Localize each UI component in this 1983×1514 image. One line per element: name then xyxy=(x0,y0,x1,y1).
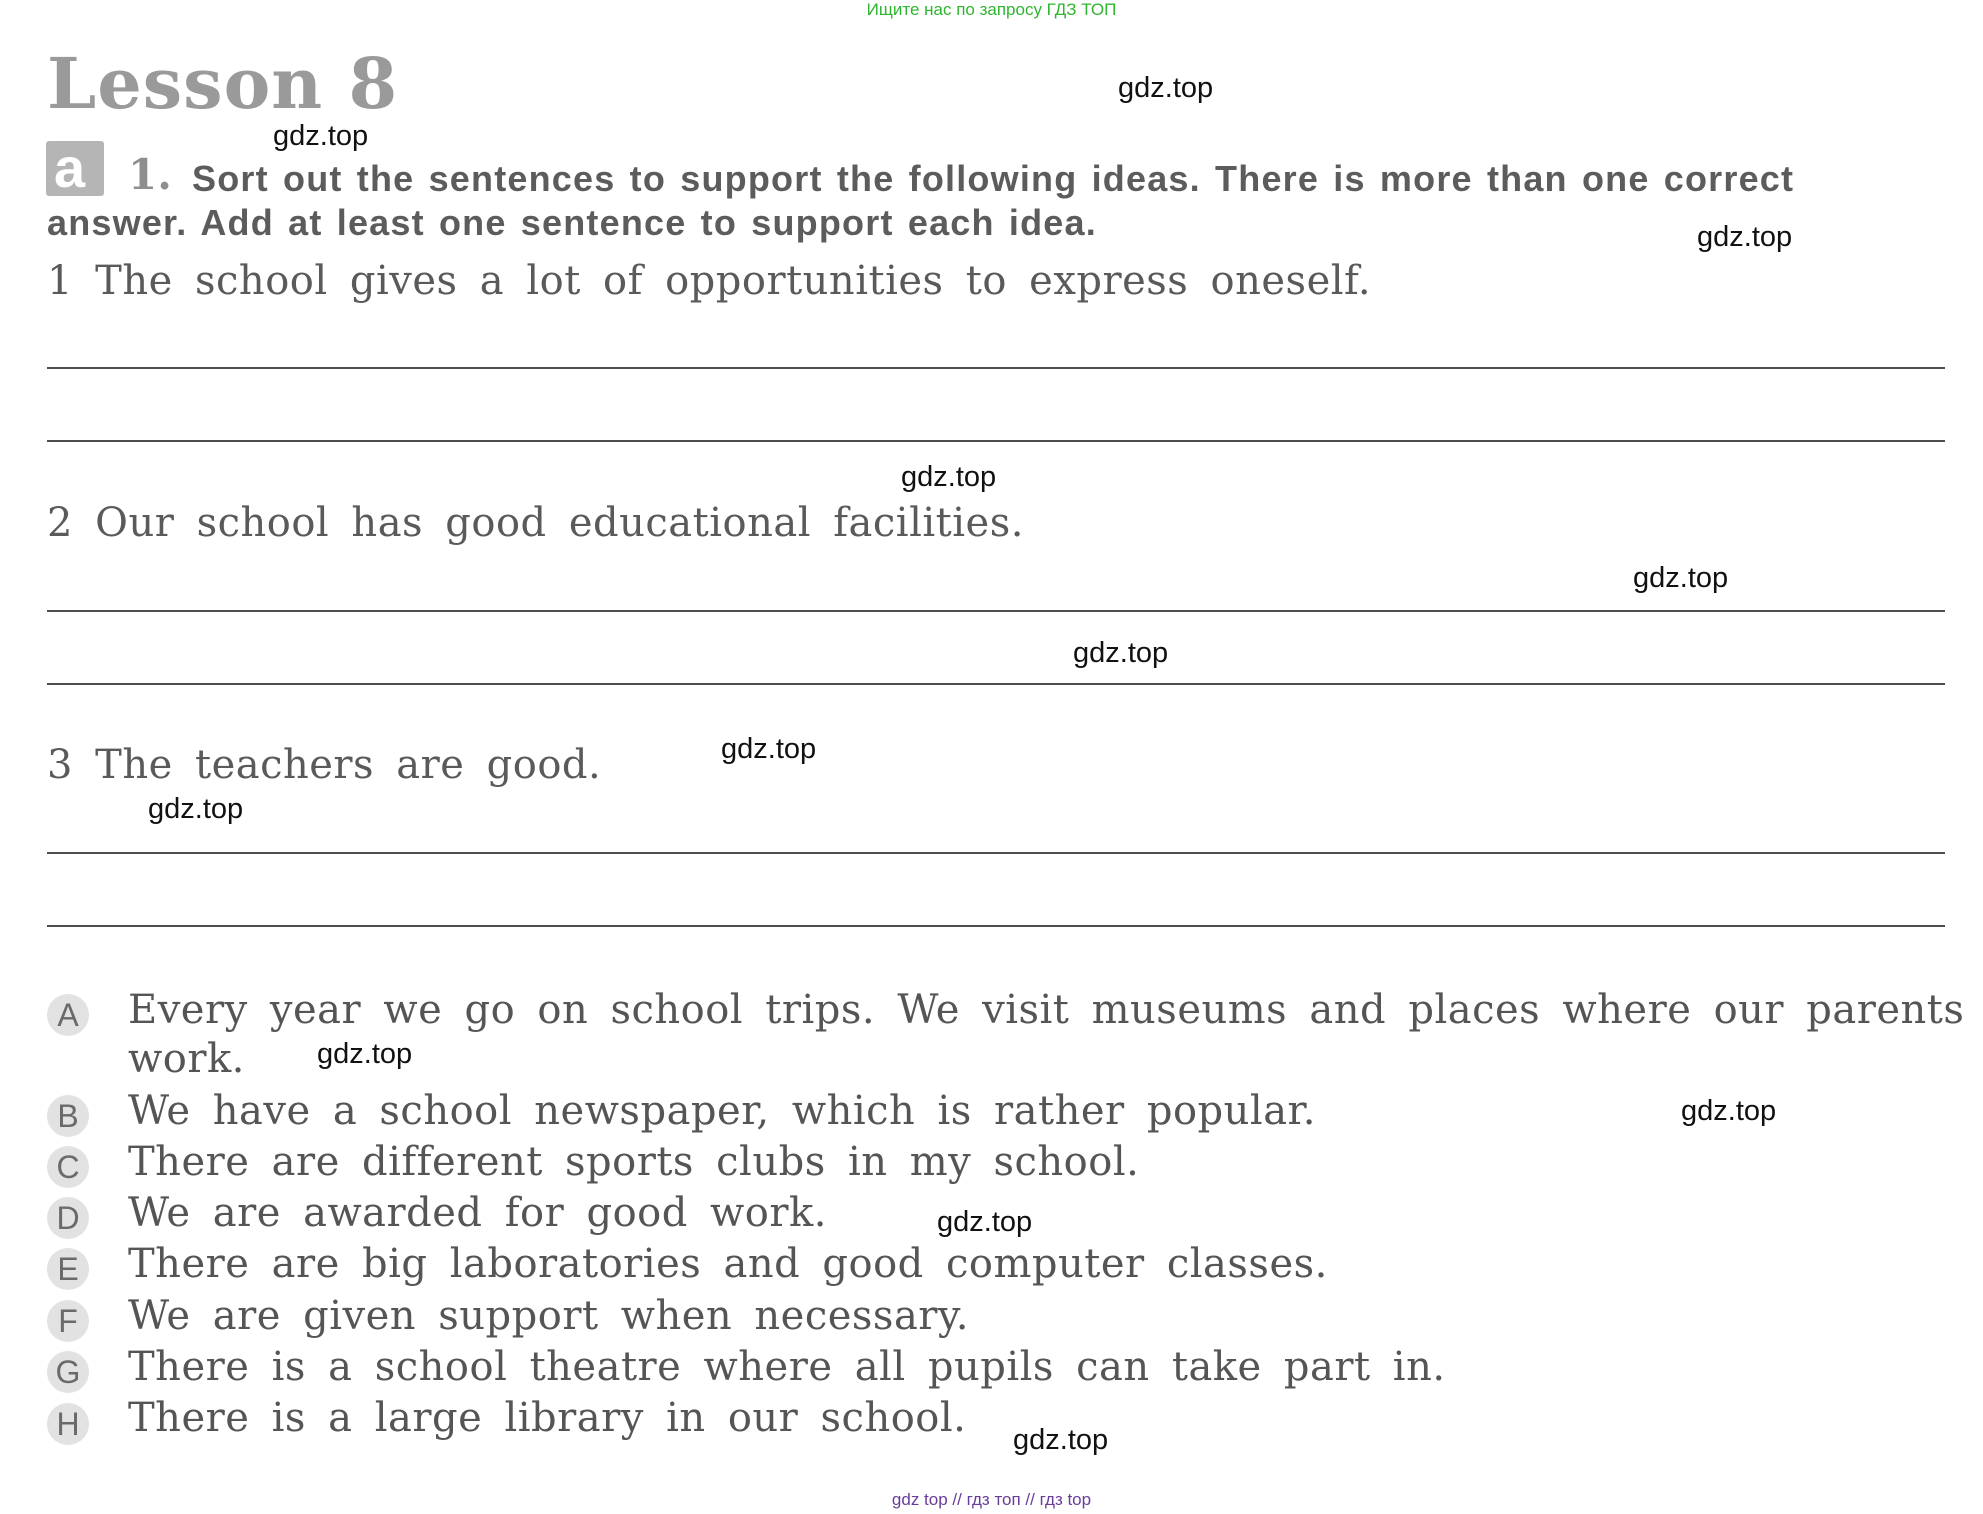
answer-line-2b[interactable] xyxy=(47,683,1945,685)
footer-watermark: gdz top // гдз топ // гдз top xyxy=(891,1490,1092,1509)
option-text-a-continued: work. xyxy=(128,1036,245,1082)
watermark: gdz.top xyxy=(317,1038,413,1070)
exercise-number: 1. xyxy=(128,150,172,199)
answer-line-1b[interactable] xyxy=(47,440,1945,442)
watermark: gdz.top xyxy=(1073,637,1169,669)
exercise-instruction-line1: Sort out the sentences to support the following ideas. There is more than one correct xyxy=(192,158,1795,199)
watermark: gdz.top xyxy=(273,120,369,152)
watermark: gdz.top xyxy=(937,1206,1033,1238)
option-letter-f: F xyxy=(47,1300,89,1342)
option-letter-d: D xyxy=(47,1197,89,1239)
section-badge-icon xyxy=(46,136,104,199)
answer-line-2a[interactable] xyxy=(47,610,1945,612)
watermark: gdz.top xyxy=(148,793,244,825)
option-letter-e: E xyxy=(47,1248,89,1290)
option-letter-h: H xyxy=(47,1403,89,1445)
watermark: gdz.top xyxy=(1681,1095,1777,1127)
option-text-f: We are given support when necessary. xyxy=(128,1293,969,1339)
watermark: gdz.top xyxy=(1697,221,1793,253)
option-text-h: There is a large library in our school. xyxy=(128,1395,967,1441)
exercise-instruction-line2: answer. Add at least one sentence to support each idea. xyxy=(47,202,1097,243)
idea-2 xyxy=(47,500,1024,546)
option-text-a: Every year we go on school trips. We visit museums and places where our parents xyxy=(128,987,1965,1033)
option-letter-a: A xyxy=(47,994,89,1036)
option-letter-b: B xyxy=(47,1095,89,1137)
section-badge-label: a xyxy=(54,136,86,199)
option-text-e: There are big laboratories and good computer classes. xyxy=(128,1241,1328,1287)
watermark: gdz.top xyxy=(1013,1424,1109,1456)
idea-number: 1 xyxy=(47,258,73,304)
idea-1 xyxy=(47,258,1371,304)
option-letter-c: C xyxy=(47,1146,89,1188)
answer-line-3a[interactable] xyxy=(47,852,1945,854)
idea-text: Our school has good educational facilities. xyxy=(95,500,1024,546)
search-banner: Ищите нас по запросу ГДЗ ТОП xyxy=(866,0,1117,19)
option-text-d: We are awarded for good work. xyxy=(128,1190,827,1236)
watermark: gdz.top xyxy=(901,461,997,493)
answer-line-1a[interactable] xyxy=(47,367,1945,369)
watermark: gdz.top xyxy=(1118,72,1214,104)
idea-number: 3 xyxy=(47,742,73,788)
idea-number: 2 xyxy=(47,500,73,546)
idea-text: The teachers are good. xyxy=(95,742,602,788)
option-text-c: There are different sports clubs in my school. xyxy=(128,1139,1140,1185)
lesson-title: Lesson 8 xyxy=(47,42,399,125)
option-text-g: There is a school theatre where all pupils can take part in. xyxy=(128,1344,1446,1390)
answer-line-3b[interactable] xyxy=(47,925,1945,927)
watermark: gdz.top xyxy=(721,733,817,765)
idea-text: The school gives a lot of opportunities to express oneself. xyxy=(95,258,1372,304)
watermark: gdz.top xyxy=(1633,562,1729,594)
idea-3 xyxy=(47,742,601,788)
option-text-b: We have a school newspaper, which is rather popular. xyxy=(128,1088,1316,1134)
option-letter-g: G xyxy=(47,1351,89,1393)
